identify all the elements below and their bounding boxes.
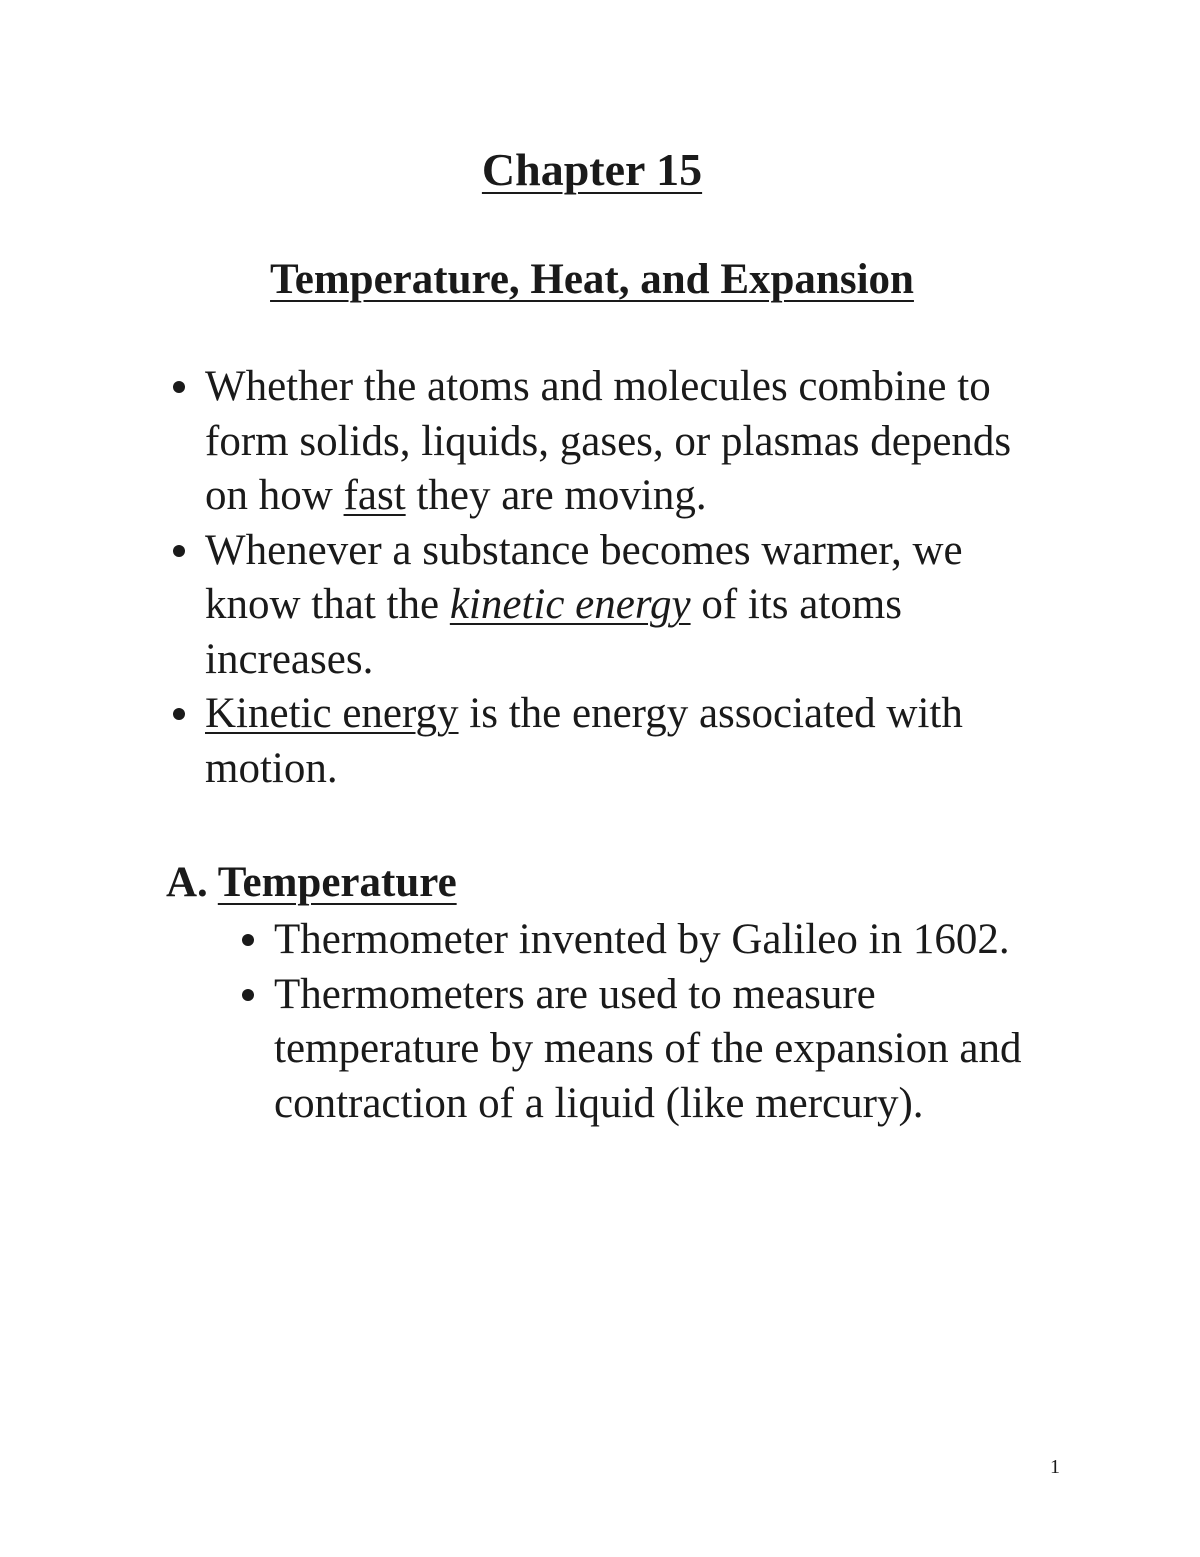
bullet-dot-icon bbox=[242, 934, 254, 946]
chapter-heading bbox=[0, 142, 1184, 198]
bullet-text-before: Whenever a substance becomes warmer, we know that the bbox=[205, 526, 963, 628]
bullet-text: Thermometer invented by Galileo in 1602. bbox=[274, 916, 1010, 963]
bullet-text-before: Whether the atoms and molecules combine to form solids, liquids, gases, or plasmas depends on how bbox=[205, 363, 1012, 519]
section-heading bbox=[166, 855, 457, 911]
page-number: 1 bbox=[1050, 1456, 1060, 1478]
list-item bbox=[163, 360, 1063, 524]
list-item bbox=[163, 687, 1063, 796]
page-title bbox=[0, 252, 1184, 308]
bullet-dot-icon bbox=[173, 708, 185, 720]
bullet-dot-icon bbox=[242, 989, 254, 1001]
bullet-dot-icon bbox=[173, 381, 185, 393]
bullet-dot-icon bbox=[173, 545, 185, 557]
bullet-text-after: of its atoms increases. bbox=[205, 581, 902, 683]
bullet-text-after: is the energy associated with motion. bbox=[205, 690, 963, 792]
emphasized-term: kinetic energy bbox=[449, 581, 691, 628]
intro-bullet-list bbox=[163, 360, 1063, 796]
section-title: Temperature bbox=[217, 859, 457, 906]
section-bullet-list bbox=[232, 913, 1052, 1131]
bullet-text-after: they are moving. bbox=[405, 472, 707, 519]
list-item bbox=[232, 968, 1052, 1132]
chapter-heading-text: Chapter 15 bbox=[481, 144, 703, 195]
section-letter: A. bbox=[166, 859, 208, 906]
list-item bbox=[163, 524, 1063, 688]
list-item bbox=[232, 913, 1052, 968]
emphasized-term: fast bbox=[343, 472, 406, 519]
page-title-text: Temperature, Heat, and Expansion bbox=[270, 256, 914, 303]
bullet-text: Thermometers are used to measure temperature by means of the expansion and contraction of a liquid (like mercury). bbox=[274, 970, 1022, 1127]
emphasized-term: Kinetic energy bbox=[205, 690, 459, 737]
